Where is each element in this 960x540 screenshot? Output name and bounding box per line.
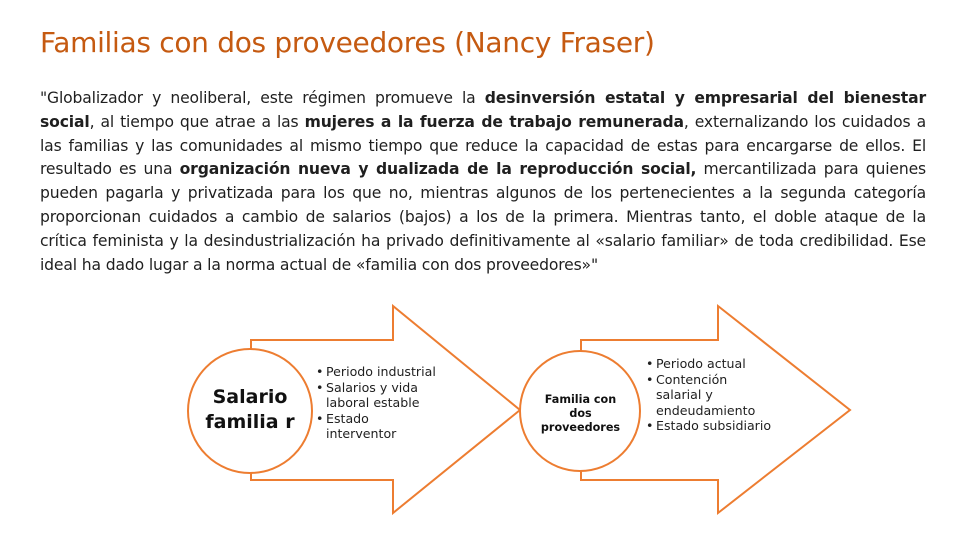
left-bullet-list [316, 364, 436, 442]
right-bullet-list [646, 356, 776, 434]
quote-emphasis: mujeres a la fuerza de trabajo remunerada [304, 112, 684, 131]
quote-text: , al tiempo que atrae a las [89, 112, 305, 131]
right-circle-label: Familia con dos proveedores [540, 393, 621, 434]
list-item: • Estado subsidiario [646, 418, 776, 434]
slide-title: Familias con dos proveedores (Nancy Fraser) [40, 26, 655, 59]
list-item: • Contención salarial y endeudamiento [646, 372, 776, 419]
list-item: • Periodo industrial [316, 364, 436, 380]
quote-text: "Globalizador y neoliberal, este régimen promueve la [40, 89, 485, 107]
quote-emphasis: desinversión estatal y empresarial del bienestar social [40, 89, 926, 131]
left-circle-label: Salario familia r [205, 386, 295, 433]
list-item: • Periodo actual [646, 356, 776, 372]
list-item: • Salarios y vida laboral estable [316, 380, 436, 411]
quote-text: , externalizando los cuidados a las familias y las comunidades al mismo tiempo que reduce la capacidad de estas para encargarse de ellos. El resultado es una [40, 112, 926, 179]
quote-text: mercantilizada para quienes pueden pagarla y privatizada para los que no, mientras algunos de los pertenecientes a la segunda categoría proporcionan cuidados a cambio de salarios (bajos) a los de la primera. Mientras tanto, el doble ataque de la crítica feminista y la desindustrialización ha privado definitivamente al «salario familiar» de toda credibilidad. Ese ideal ha dado lugar a la norma actual de «familia con dos proveedores»" [40, 160, 926, 274]
quote-emphasis: organización nueva y dualizada de la reproducción social, [179, 160, 697, 179]
list-item: • Estado interventor [316, 411, 436, 442]
